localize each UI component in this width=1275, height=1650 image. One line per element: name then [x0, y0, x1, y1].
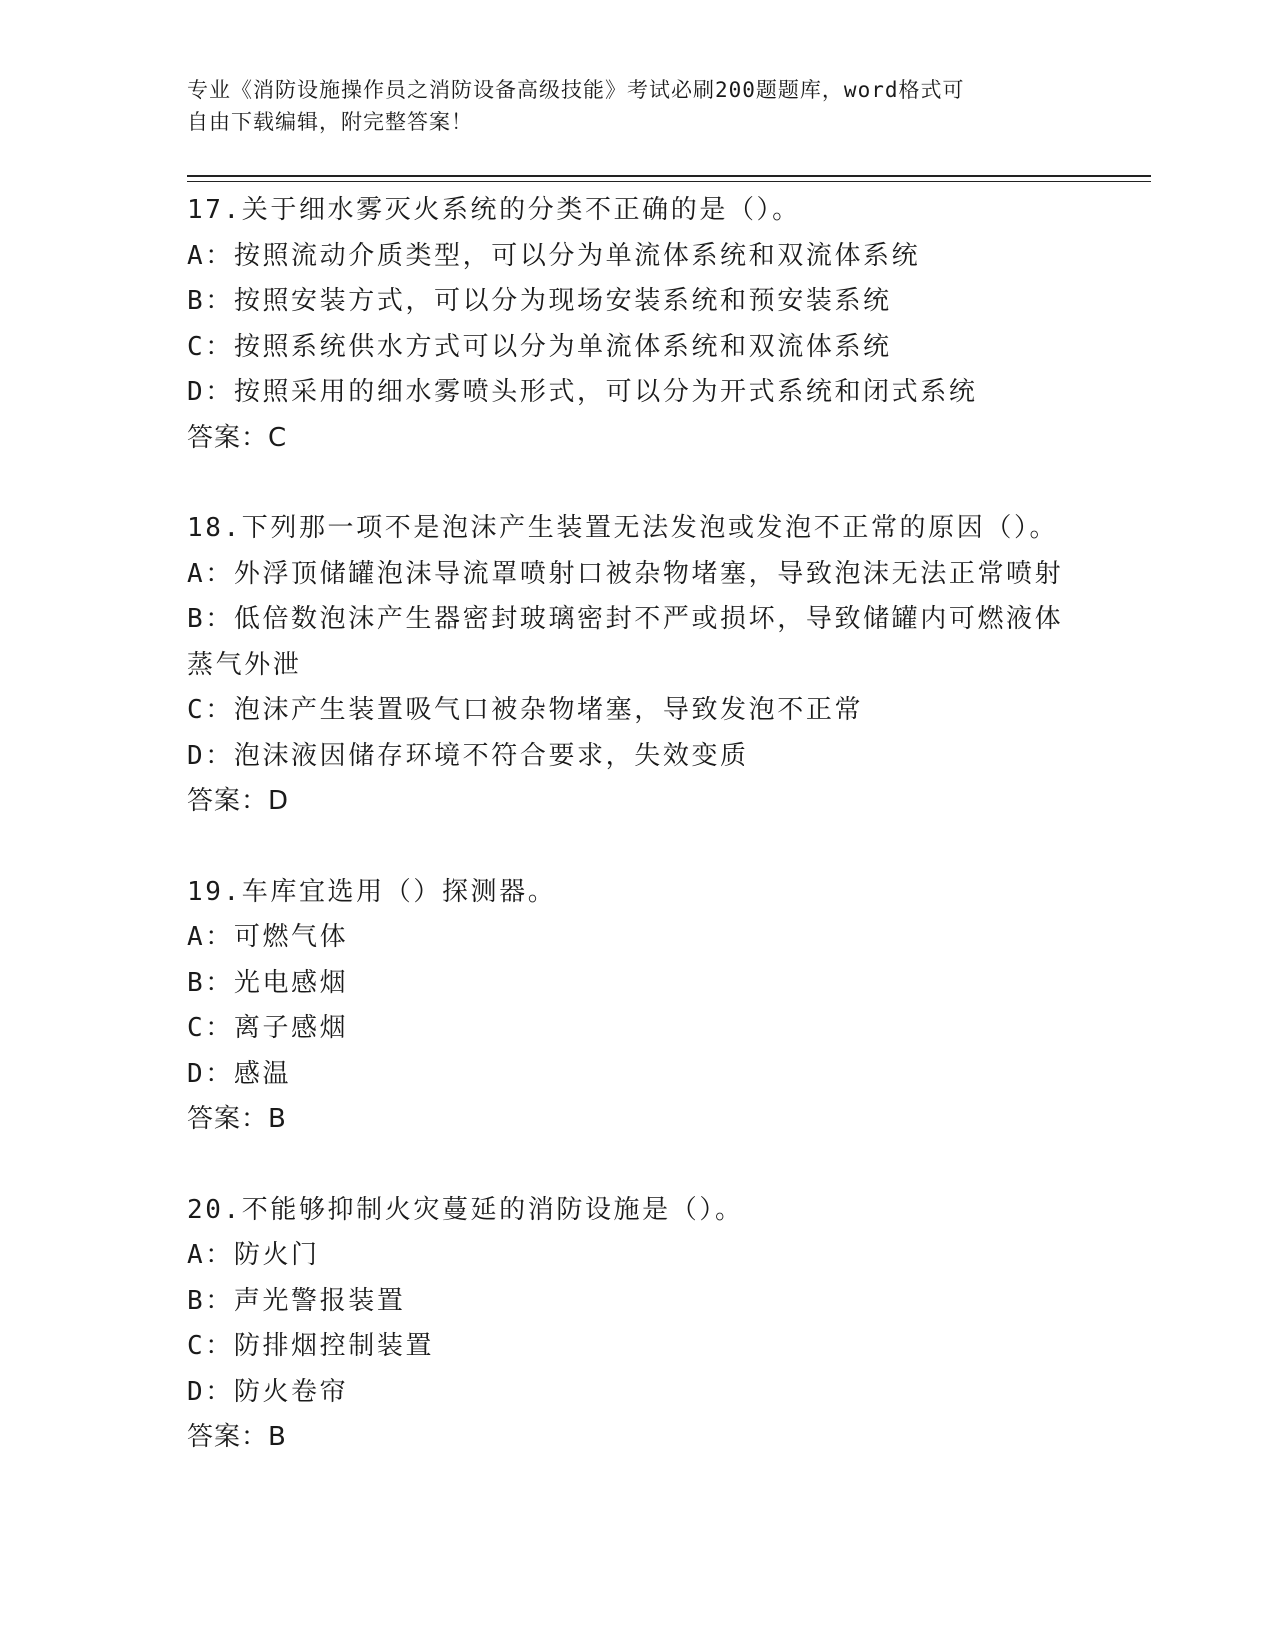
- option-b: B：按照安装方式，可以分为现场安装系统和预安装系统: [187, 286, 892, 316]
- header-divider-thin: [187, 181, 1151, 182]
- option-b: B：光电感烟: [187, 967, 349, 998]
- question-list: [187, 188, 1087, 1461]
- question-20: [187, 1188, 1087, 1461]
- answer: 答案：D: [187, 786, 290, 816]
- header-line-1: 专业《消防设施操作员之消防设备高级技能》考试必刷200题题库，word格式可: [187, 78, 965, 102]
- option-a: A：防火门: [187, 1240, 320, 1270]
- option-a: A：外浮顶储罐泡沫导流罩喷射口被杂物堵塞，导致泡沫无法正常喷射: [187, 558, 1064, 589]
- answer: 答案：C: [187, 422, 288, 453]
- option-a: A：可燃气体: [187, 922, 349, 952]
- header-line-2: 自由下载编辑，附完整答案！: [187, 110, 473, 134]
- question-stem: 20.不能够抑制火灾蔓延的消防设施是（）。: [187, 1194, 744, 1225]
- question-19: [187, 870, 1087, 1143]
- question-stem: 18.下列那一项不是泡沫产生装置无法发泡或发泡不正常的原因（）。: [187, 513, 1059, 543]
- answer: 答案：B: [187, 1422, 287, 1452]
- header-divider-thick: [187, 175, 1151, 177]
- option-d: D：泡沫液因储存环境不符合要求，失效变质: [187, 740, 749, 771]
- option-b: B：声光警报装置: [187, 1285, 406, 1316]
- option-d: D：感温: [187, 1058, 292, 1089]
- question-18: [187, 506, 1087, 825]
- option-c: C：防排烟控制装置: [187, 1331, 435, 1361]
- option-c: C：离子感烟: [187, 1013, 349, 1043]
- question-stem: 17.关于细水雾灭火系统的分类不正确的是（）。: [187, 195, 801, 225]
- question-17: [187, 188, 1087, 461]
- question-stem: 19.车库宜选用（）探测器。: [187, 876, 557, 907]
- option-c: C：泡沫产生装置吸气口被杂物堵塞，导致发泡不正常: [187, 695, 864, 725]
- option-a: A：按照流动介质类型，可以分为单流体系统和双流体系统: [187, 240, 921, 271]
- answer: 答案：B: [187, 1104, 287, 1134]
- option-d: D：防火卷帘: [187, 1376, 349, 1407]
- option-b: B：低倍数泡沫产生器密封玻璃密封不严或损坏，导致储罐内可燃液体蒸气外泄: [187, 604, 1064, 680]
- option-d: D：按照采用的细水雾喷头形式，可以分为开式系统和闭式系统: [187, 377, 978, 407]
- document-header: [187, 74, 1067, 138]
- option-c: C：按照系统供水方式可以分为单流体系统和双流体系统: [187, 331, 892, 362]
